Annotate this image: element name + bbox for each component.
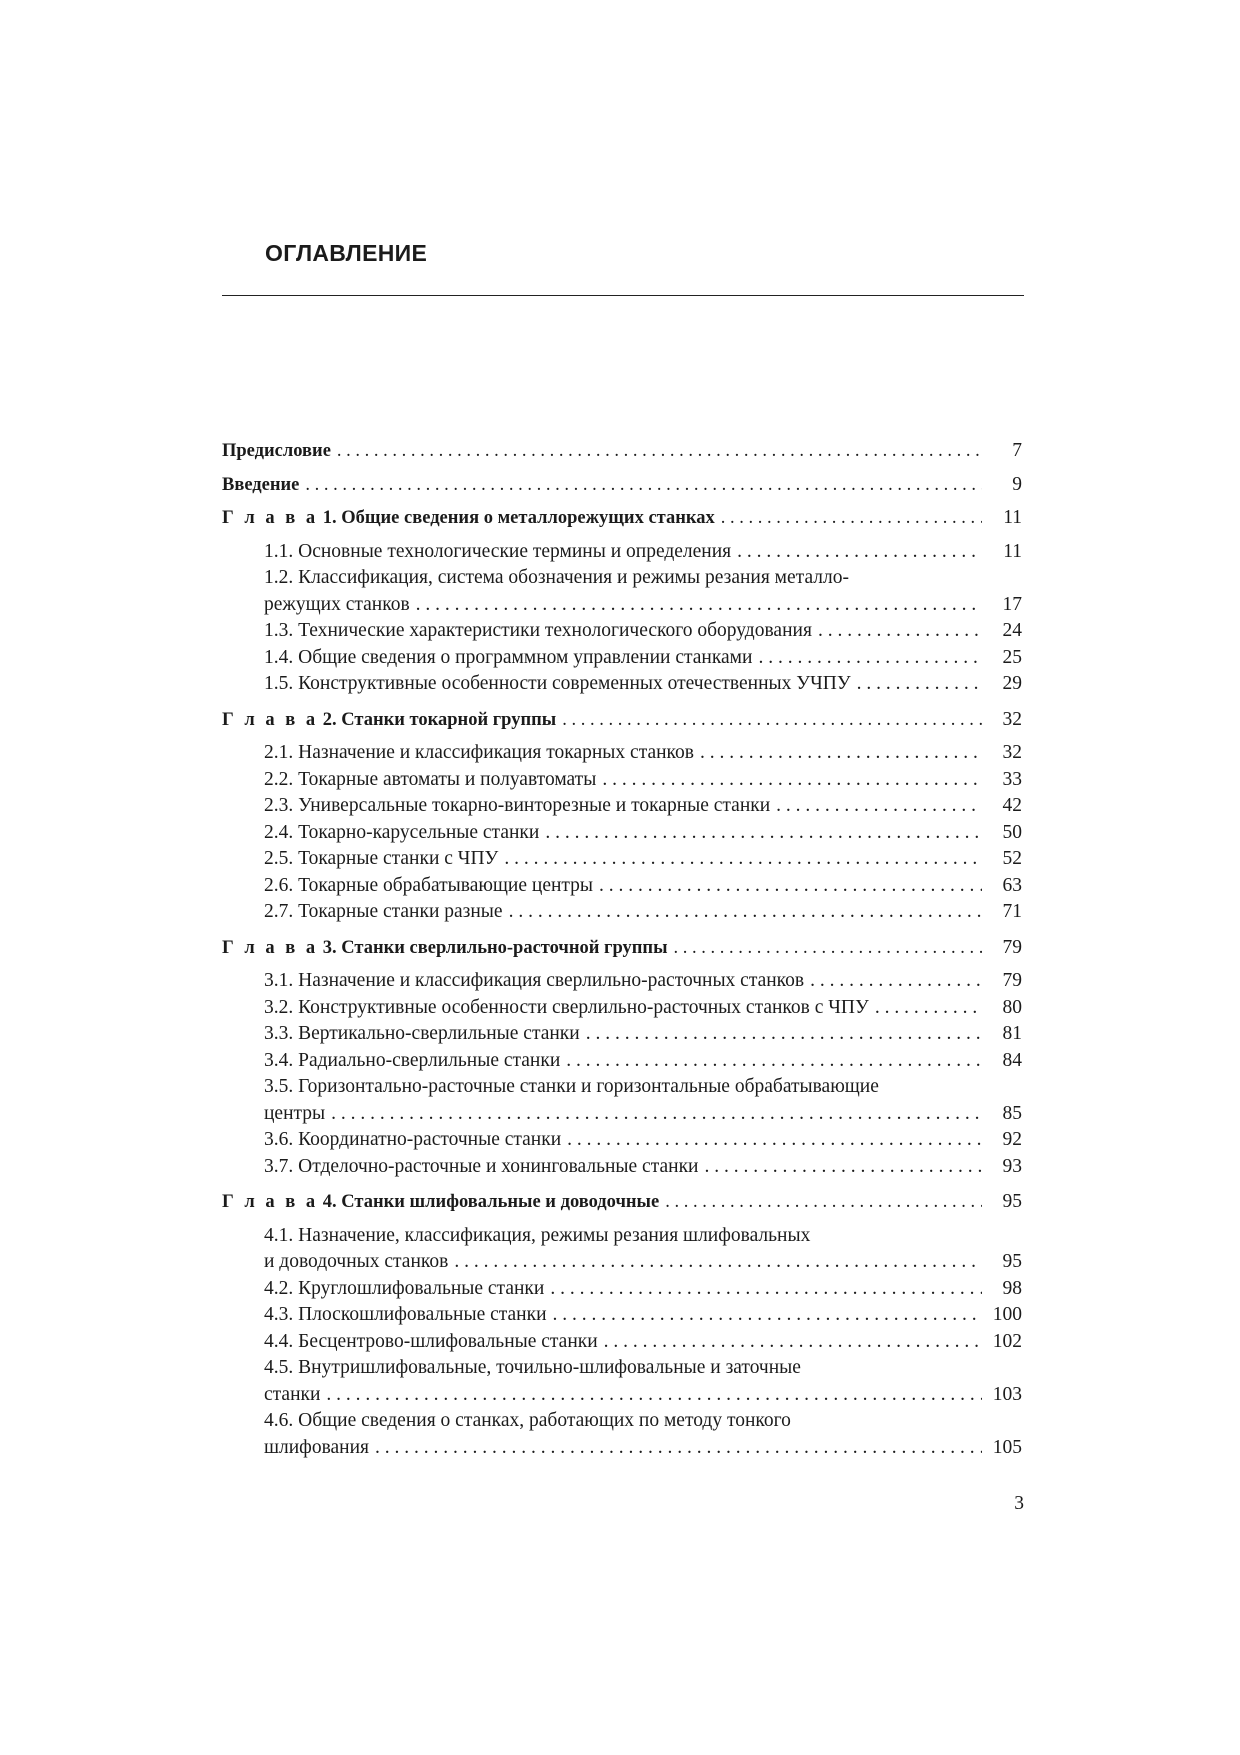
section-title-continuation: шлифования	[264, 1436, 370, 1458]
leader-dots	[604, 1329, 982, 1356]
section-page: 29	[1002, 673, 1022, 694]
chapter-group-2	[222, 707, 1022, 926]
leader-dots	[857, 671, 982, 698]
chapter-prefix: Г л а в а	[222, 1192, 319, 1212]
section-title: 1.3. Технические характеристики технологического оборудования	[264, 620, 812, 641]
leader-dots	[326, 1382, 982, 1409]
section-page: 52	[1002, 848, 1022, 869]
section-page: 11	[1003, 540, 1022, 562]
chapter-group-3	[222, 935, 1022, 1181]
toc-section[interactable]	[222, 873, 1022, 900]
leader-dots	[375, 1435, 982, 1462]
section-page: 93	[1002, 1155, 1022, 1177]
page-title: ОГЛАВЛЕНИЕ	[265, 240, 428, 266]
toc-chapter-1[interactable]	[222, 505, 1022, 532]
toc-section[interactable]	[222, 618, 1022, 645]
leader-dots	[305, 472, 982, 499]
toc-chapter-3[interactable]	[222, 935, 1022, 962]
toc-section[interactable]	[222, 1329, 1022, 1356]
section-title: 3.1. Назначение и классификация сверлильно-расточных станков	[264, 970, 805, 991]
section-page: 84	[1002, 1049, 1022, 1071]
page-number: 3	[1014, 1493, 1024, 1514]
leader-dots	[665, 1189, 982, 1216]
section-page: 79	[1002, 970, 1022, 991]
toc-section[interactable]	[222, 1021, 1022, 1048]
toc-entry-page: 32	[1002, 708, 1022, 730]
section-page: 85	[1002, 1102, 1022, 1124]
section-title: 1.4. Общие сведения о программном управлении станками	[264, 646, 753, 668]
section-title: 2.1. Назначение и классификация токарных станков	[264, 742, 694, 763]
toc-section[interactable]	[222, 645, 1022, 672]
leader-dots	[566, 1048, 982, 1075]
section-title: 4.6. Общие сведения о станках, работающих по методу тонкого	[264, 1410, 791, 1431]
toc-entry-page: 7	[1012, 440, 1022, 461]
section-title: 3.5. Горизонтально-расточные станки и горизонтальные обрабатывающие	[264, 1076, 879, 1097]
section-page: 24	[1002, 620, 1022, 641]
chapter-title: 3. Станки сверлильно-расточной группы	[322, 937, 668, 958]
table-of-contents	[222, 438, 1022, 1470]
toc-section[interactable]	[222, 1154, 1022, 1181]
toc-entry-title: Введение	[222, 474, 300, 495]
chapter-title: 2. Станки токарной группы	[322, 709, 557, 730]
section-title: 1.1. Основные технологические термины и определения	[264, 540, 732, 562]
toc-section[interactable]	[222, 793, 1022, 820]
toc-entry-title: Предисловие	[222, 441, 331, 461]
chapter-prefix: Г л а в а	[222, 709, 319, 730]
leader-dots	[700, 740, 982, 767]
toc-chapter-4[interactable]	[222, 1189, 1022, 1216]
leader-dots	[331, 1101, 982, 1128]
toc-section[interactable]	[222, 1408, 1022, 1461]
toc-entry-page: 79	[1002, 936, 1022, 958]
toc-section[interactable]	[222, 1048, 1022, 1075]
chapter-group-1	[222, 505, 1022, 698]
section-page: 33	[1002, 768, 1022, 790]
section-title: 2.4. Токарно-карусельные станки	[264, 821, 540, 843]
leader-dots	[674, 935, 982, 962]
section-page: 17	[1002, 593, 1022, 615]
toc-section[interactable]	[222, 1127, 1022, 1154]
toc-section[interactable]	[222, 740, 1022, 767]
title-rule	[222, 295, 1024, 296]
section-title: 4.5. Внутришлифовальные, точильно-шлифовальные и заточные	[264, 1357, 801, 1378]
section-title: 2.6. Токарные обрабатывающие центры	[264, 874, 594, 896]
toc-entry-page: 95	[1002, 1191, 1022, 1212]
chapter-group-4	[222, 1189, 1022, 1461]
leader-dots	[776, 793, 982, 820]
leader-dots	[550, 1276, 982, 1303]
leader-dots	[416, 592, 982, 619]
section-page: 105	[992, 1436, 1022, 1458]
leader-dots	[875, 995, 982, 1022]
toc-section[interactable]	[222, 1276, 1022, 1303]
toc-section[interactable]	[222, 968, 1022, 995]
section-title: 2.7. Токарные станки разные	[264, 901, 503, 922]
section-title: 3.3. Вертикально-сверлильные станки	[264, 1023, 580, 1044]
section-page: 71	[1002, 901, 1022, 922]
leader-dots	[758, 645, 982, 672]
leader-dots	[586, 1021, 982, 1048]
toc-section[interactable]	[222, 1302, 1022, 1329]
leader-dots	[509, 899, 982, 926]
section-title: 3.2. Конструктивные особенности сверлильно-расточных станков с ЧПУ	[264, 996, 869, 1018]
section-page: 80	[1002, 996, 1022, 1018]
toc-entry-page: 9	[1012, 473, 1022, 495]
section-title: 4.1. Назначение, классификация, режимы резания шлифовальных	[264, 1224, 811, 1246]
section-page: 95	[1002, 1251, 1022, 1272]
section-title: 2.3. Универсальные токарно-винторезные и токарные станки	[264, 795, 771, 816]
section-page: 102	[992, 1330, 1022, 1352]
section-page: 100	[992, 1304, 1022, 1325]
section-title: 3.7. Отделочно-расточные и хонинговальные станки	[264, 1155, 699, 1177]
section-page: 81	[1002, 1023, 1022, 1044]
chapter-title: 4. Станки шлифовальные и доводочные	[322, 1192, 660, 1212]
section-title-continuation: и доводочных станков	[264, 1251, 449, 1272]
section-title: 2.5. Токарные станки с ЧПУ	[264, 848, 499, 869]
leader-dots	[818, 618, 982, 645]
chapter-prefix: Г л а в а	[222, 937, 319, 958]
toc-entry-preface[interactable]	[222, 438, 1022, 465]
toc-section[interactable]	[222, 1074, 1022, 1127]
leader-dots	[737, 539, 982, 566]
toc-entry-introduction[interactable]	[222, 472, 1022, 499]
chapter-prefix: Г л а в а	[222, 508, 319, 528]
section-title-continuation: станки	[264, 1383, 321, 1405]
leader-dots	[599, 873, 982, 900]
toc-section[interactable]	[222, 995, 1022, 1022]
toc-entry-page: 11	[1003, 507, 1022, 528]
section-page: 103	[992, 1383, 1022, 1405]
section-title: 3.4. Радиально-сверлильные станки	[264, 1049, 561, 1071]
section-title: 3.6. Координатно-расточные станки	[264, 1129, 562, 1150]
toc-chapter-2[interactable]	[222, 707, 1022, 734]
toc-section[interactable]	[222, 1223, 1022, 1276]
leader-dots	[504, 846, 982, 873]
section-page: 42	[1002, 795, 1022, 816]
section-title: 4.2. Круглошлифовальные станки	[264, 1277, 545, 1299]
leader-dots	[553, 1302, 982, 1329]
section-page: 98	[1002, 1277, 1022, 1299]
section-page: 32	[1002, 742, 1022, 763]
section-page: 50	[1002, 821, 1022, 843]
section-title: 4.4. Бесцентрово-шлифовальные станки	[264, 1330, 598, 1352]
leader-dots	[704, 1154, 982, 1181]
leader-dots	[337, 438, 982, 465]
toc-section[interactable]	[222, 671, 1022, 698]
chapter-title: 1. Общие сведения о металлорежущих станках	[322, 508, 715, 528]
toc-section[interactable]	[222, 1355, 1022, 1408]
toc-section[interactable]	[222, 820, 1022, 847]
toc-section[interactable]	[222, 539, 1022, 566]
section-page: 25	[1002, 646, 1022, 668]
leader-dots	[567, 1127, 982, 1154]
leader-dots	[454, 1249, 982, 1276]
section-title: 2.2. Токарные автоматы и полуавтоматы	[264, 768, 597, 790]
toc-section[interactable]	[222, 767, 1022, 794]
section-title-continuation: центры	[264, 1102, 326, 1124]
section-title-continuation: режущих станков	[264, 593, 410, 615]
leader-dots	[810, 968, 982, 995]
leader-dots	[562, 707, 982, 734]
toc-section[interactable]	[222, 899, 1022, 926]
leader-dots	[602, 767, 982, 794]
section-title: 1.2. Классификация, система обозначения и режимы резания металло-	[264, 567, 849, 588]
leader-dots	[545, 820, 982, 847]
section-page: 63	[1002, 874, 1022, 896]
toc-section[interactable]	[222, 846, 1022, 873]
section-page: 92	[1002, 1129, 1022, 1150]
section-title: 1.5. Конструктивные особенности современных отечественных УЧПУ	[264, 673, 851, 694]
leader-dots	[721, 505, 982, 532]
toc-section[interactable]	[222, 565, 1022, 618]
section-title: 4.3. Плоскошлифовальные станки	[264, 1304, 547, 1325]
